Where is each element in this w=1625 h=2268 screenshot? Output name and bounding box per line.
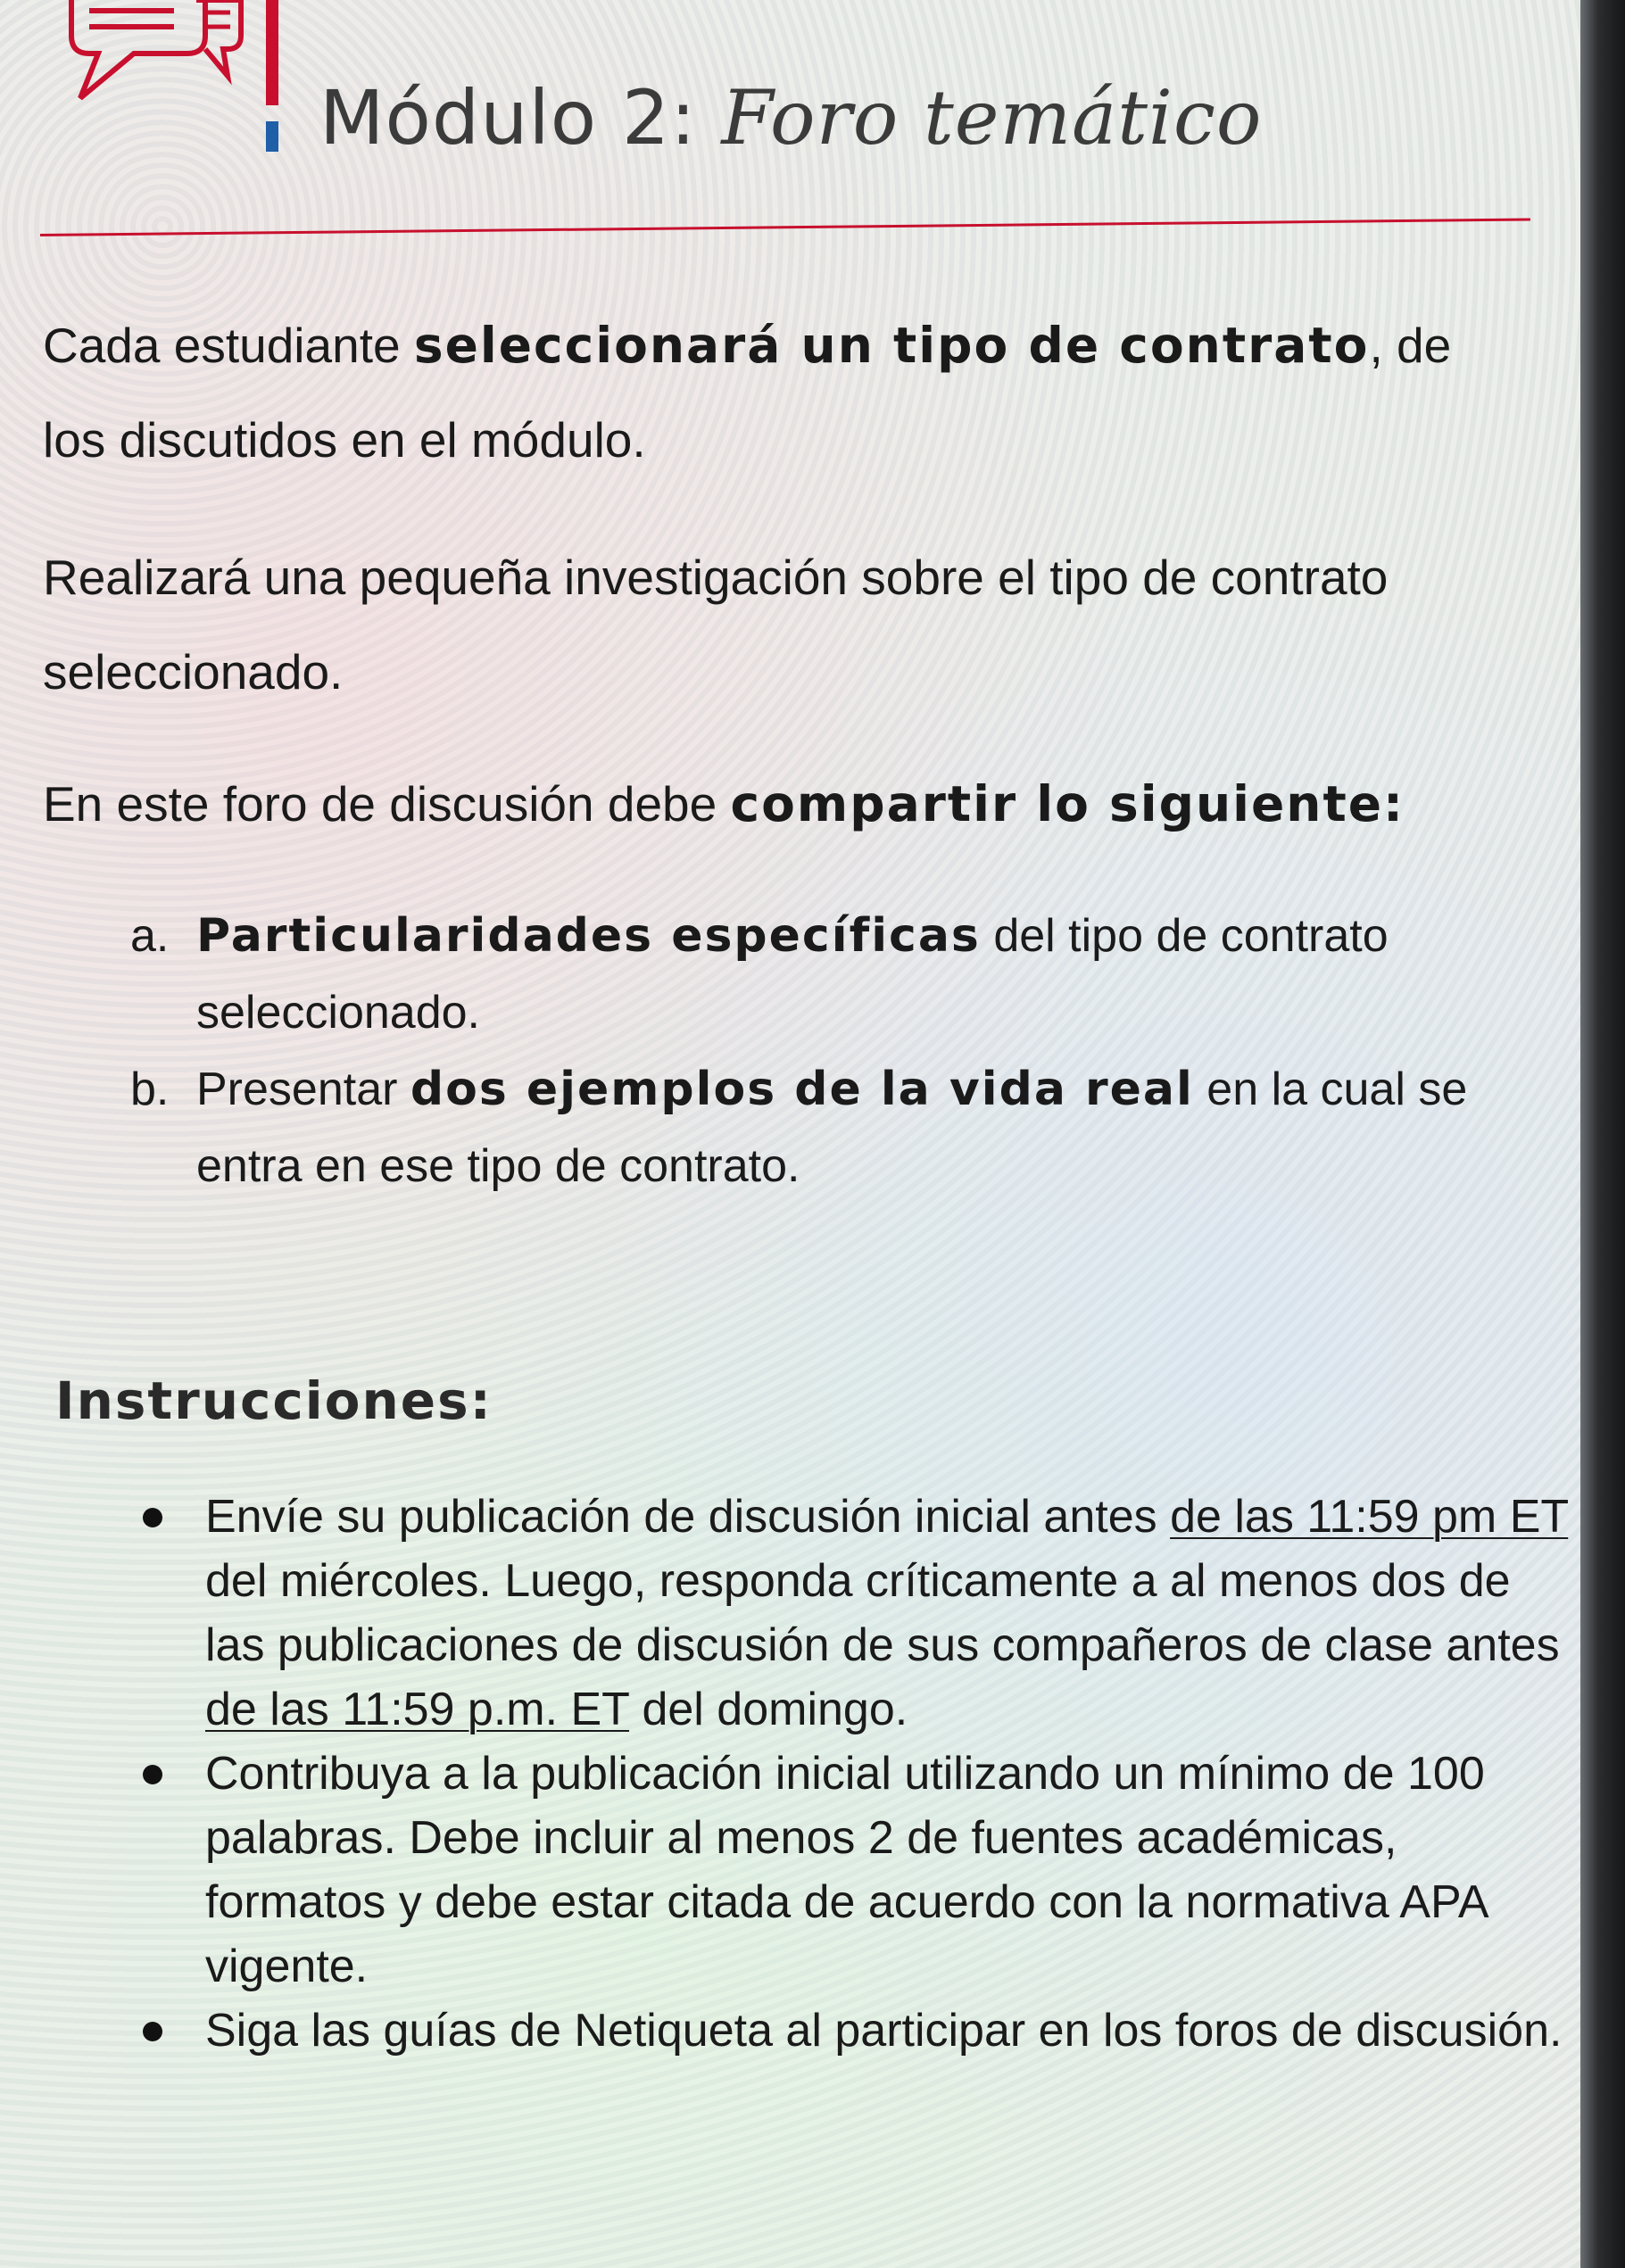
instructions-heading: Instrucciones: (55, 1370, 493, 1431)
list-item (143, 1999, 1571, 2063)
intro-text: Realizará una pequeña investigación sobre el tipo de contrato seleccionado. (43, 550, 1389, 699)
title-divider (40, 219, 1530, 236)
list-marker: a. (130, 910, 170, 962)
item-text: del tipo de contrato seleccionado. (196, 910, 1389, 1039)
intro-text: , de los discutidos en el módulo. (43, 318, 1452, 468)
page-title-sub: Foro temático (721, 74, 1263, 161)
intro-text: En este foro de discusión debe (43, 776, 731, 832)
requirements-list (130, 898, 1531, 1204)
title-accent-bar (266, 0, 278, 105)
deadline-text: de las 11:59 pm ET (1170, 1491, 1569, 1543)
item-text: en la cual se entra en ese tipo de contrato. (196, 1064, 1468, 1192)
page-title (319, 73, 1262, 162)
page-title-main: Módulo 2: (319, 74, 697, 161)
intro-emphasis: seleccionará un tipo de contrato (413, 317, 1370, 374)
item-text: Contribuya a la publicación inicial utilizando un mínimo de 100 palabras. Debe incluir al menos 2 de fuentes académicas, formatos y debe estar citada de acuerdo con la normativa APA vigente. (205, 1748, 1487, 1992)
device-bezel (1580, 0, 1625, 2268)
list-marker: b. (130, 1064, 170, 1115)
list-item (143, 1485, 1571, 1742)
bullet-icon (143, 1508, 162, 1527)
intro-text: Cada estudiante (43, 318, 414, 373)
item-text: del miércoles. Luego, responda críticamente a al menos dos de las publicaciones de discusión de sus compañeros de clase antes (205, 1555, 1560, 1671)
bullet-icon (143, 1765, 162, 1784)
item-text: del domingo. (629, 1684, 908, 1735)
item-emphasis: dos ejemplos de la vida real (410, 1063, 1194, 1116)
intro-paragraph-2 (43, 530, 1506, 719)
bullet-icon (143, 2022, 162, 2041)
discussion-forum-icon (62, 0, 250, 107)
item-text: Siga las guías de Netiqueta al participar en los foros de discusión. (205, 2005, 1563, 2057)
intro-paragraph-1 (43, 298, 1506, 487)
list-item (130, 898, 1531, 1051)
list-item (143, 1742, 1571, 1999)
instructions-list (143, 1485, 1571, 2063)
item-text: Presentar (196, 1064, 410, 1115)
deadline-text: de las 11:59 p.m. ET (205, 1684, 630, 1735)
item-emphasis: Particularidades específicas (196, 909, 981, 963)
item-text: Envíe su publicación de discusión inicial antes (205, 1491, 1171, 1543)
title-accent-marker (266, 121, 278, 152)
intro-paragraph-3 (43, 757, 1506, 851)
list-item (130, 1051, 1531, 1204)
intro-emphasis: compartir lo siguiente: (730, 775, 1405, 832)
